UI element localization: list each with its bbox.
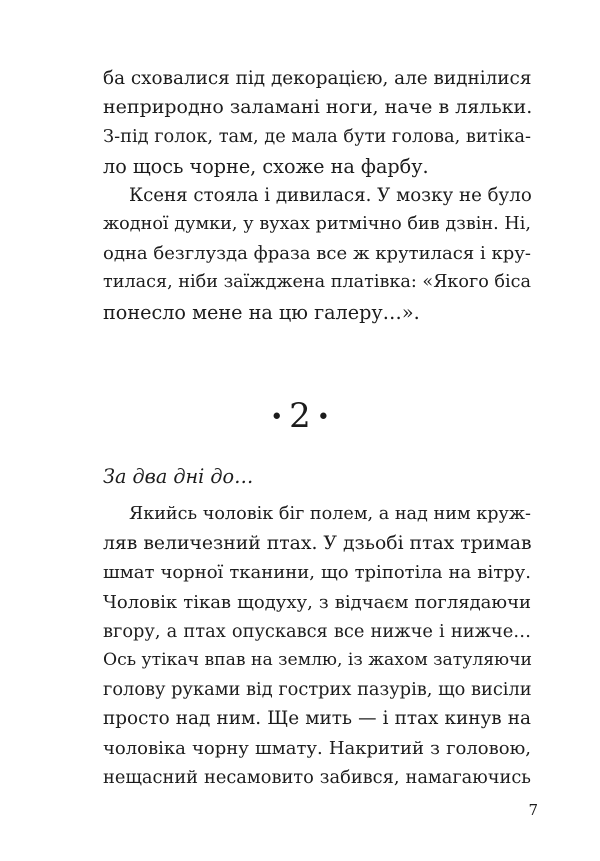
- paragraph-3-line: просто над ним. Ще мить — і птах кинув на: [103, 708, 531, 730]
- paragraph-3-line: нещасний несамовито забився, намагаючись: [103, 766, 531, 788]
- paragraph-1-line: ба сховалися під декорацією, але виднілися: [103, 68, 532, 89]
- chapter-dot-left: •: [270, 405, 284, 430]
- paragraph-2-line: жодної думки, у вухах ритмічно бив дзвін. Ні,: [103, 213, 531, 234]
- text-block-bottom: [103, 500, 531, 792]
- paragraph-1-line: ло щось чорне, схоже на фарбу.: [103, 154, 429, 178]
- text-block-top: [103, 64, 531, 327]
- chapter-dot-right: •: [316, 405, 330, 430]
- paragraph-3-line: Чоловік тікав щодуху, з відчаєм поглядаючи: [103, 591, 531, 613]
- paragraph-2-line: тилася, ніби заїжджена платівка: «Якого біса: [103, 272, 531, 293]
- chapter-subtitle: За два дні до…: [103, 465, 254, 488]
- paragraph-1-line: неприродно заламані ноги, наче в ляльки.: [103, 96, 533, 119]
- paragraph-3-line: ляв величезний птах. У дзьобі птах тримав: [103, 533, 532, 555]
- chapter-heading: [0, 392, 600, 442]
- paragraph-3-line: чоловіка чорну шмату. Накритий з головою,: [103, 737, 531, 759]
- paragraph-3-line: Ось утікач впав на землю, із жахом затуляючи: [103, 649, 532, 670]
- chapter-number: 2: [289, 396, 311, 436]
- paragraph-2-line: одна безглузда фраза все ж крутилася і кру-: [103, 243, 531, 265]
- page-number: 7: [528, 801, 538, 819]
- paragraph-2-line: Ксеня стояла і дивилася. У мозку не було: [129, 184, 532, 206]
- paragraph-3-line: вгору, а птах опускався все нижче і нижче…: [103, 620, 531, 642]
- paragraph-3-line: шмат чорної тканини, що тріпотіла на вітру.: [103, 562, 531, 584]
- paragraph-3-line: Якийсь чоловік біг полем, а над ним круж-: [129, 504, 531, 524]
- paragraph-3-line: голову руками від гострих пазурів, що висіли: [103, 679, 532, 701]
- paragraph-1-line: З-під голок, там, де мала бути голова, витіка-: [103, 126, 531, 148]
- paragraph-2-line: понесло мене на цю галеру…».: [103, 300, 420, 324]
